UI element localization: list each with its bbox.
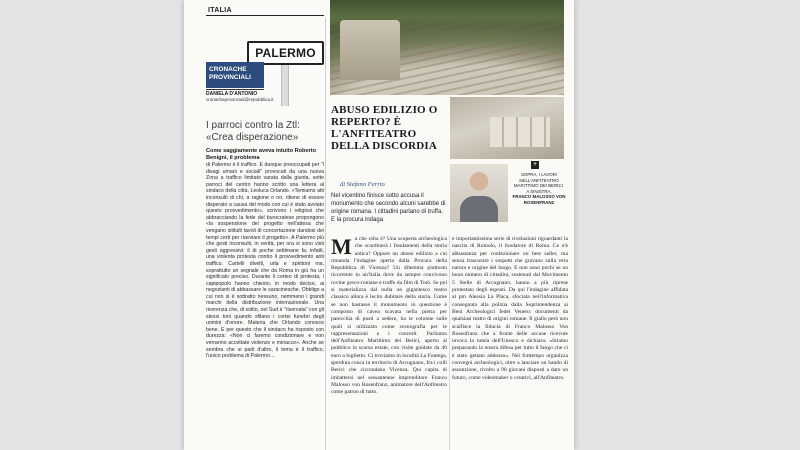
left-article-headline: I parroci contro la Ztl: «Crea disperazione» — [206, 120, 300, 143]
caption-name: FRANCO MALOSSO VON ROSENFRANZ — [512, 194, 566, 205]
main-article-text-2: e importantissima serie di rivelazioni riguardanti la nascita di Romolo, il fondatore di Roma. Ce n'è abbastanza per confezionare un best seller, ma senza trascurare i sospetti che gravano sulla vera natura e origine del luogo. E non sono pochi se un buon numero di cittadini, sostenuti dal Movimento 5 Stelle di Arcugnano, hanno a più riprese protestato degli esposti. Da qui l'indagine affidata al pm Alessia La Placa, sfociata nell'informativa consegnata alla polizia dalla Soprintendenza ai Beni Archeologici fedel Veneto: documenti da qualsiasi teatro di origini romane. Il giallo però non scalfisce la fiducia di Franco Malosso Von Rosenfranz che a fronte delle accuse ricevute invoca la tutela dell'Unesco e dichiara: «Stiamo preparando la nostra difesa per tutto il fango che ci è stato gettato addosso». Nel frattempo organizza convegni archeologici, oltre a lanciare un bando di assunzione, rivolto a 90 giovani disposti a dare un futuro, come videomaker o creativi, all'Anfiteatro. — [452, 236, 568, 381]
main-article-text-1: a che roba è? Una scoperta archeologica che scardinerà i fondamenti della storia antica? Oppure un abuso edilizio a cui rimanda l'indagine aperta dalla Procura della Repubblica di Vicenza? Un dilemma piuttosto ricorrente in un'Italia dove da sempre convivono rovine greco-romane e truffe da film di Totò. Se poi si materializza dal nulla un gigantesco teatro classico allora è lecito dubitare della storia. Come se non bastasse il monumento in questione è composto di cavea scavata nella pietra per parecchia di posti a sedere, ha le colonne sulle quali si utilizzato come scenografia per le rappresentazioni e i concerti. Parliamo dell'Anfiteatro Marittimo dei Berici, aperto al pubblico la scorsa estate, con visite guidate da 40 euro a biglietto. Ci troviamo in località La Fontega, sperduta conca in territorio di Arcugnano, fra i colli Berici che circondano Vicenza. Qui capita di imbattersi nel sessantenne imprenditore Franco Malosso von Rosenfranz, animatore dell'Anfiteatro come patron di tutto. — [331, 236, 447, 396]
drop-cap: M — [331, 236, 352, 259]
body-column-divider — [449, 236, 450, 450]
section-label: ITALIA — [208, 7, 232, 14]
column-divider — [325, 18, 326, 450]
portrait-torso — [460, 196, 498, 222]
amphitheatre-photo — [330, 0, 564, 95]
main-article-column-2 — [452, 236, 568, 450]
column-badge-line2: PROVINCIALI — [209, 74, 251, 81]
main-article-headline: ABUSO EDILIZIO O REPERTO? È L'ANFITEATRO DELLA DISCORDIA — [331, 104, 438, 152]
column-byline — [206, 89, 274, 103]
left-article-body: di Palermo è il traffico. E dunque preoccupati per "i disagi umani e sociali" provocati da una nuova Zona a traffico limitato varata dalla giunta, sette parroci del centro hanno scritto una lettera al sindaco della città, Leoluca Orlando. «Temiamo atti inconsulti di chi, a ragione o no, ritiene di essere disperato a causa del modo con cui è stato avviato questo provvedimento», scrivono i religiosi che abbracciando la fede del burocratese propongono «la sospensione del progetto nell'attesa che vengano istituiti tavoli di concertazione dandosi dei tempi certi per riavviare il progetto». A Palermo più che gesti inconsulti, in verità, per ora si sono visti gesti aggressivi: il di poche settimane fa, infatti, una violenta protesta contro il provvedimento anti traffico. Cartelli divelti, urla e spintoni ma, soprattutto un segnale che da Roma in giù ha un significato preciso. Durante il corteo di protesta, i capipopolo hanno chiesto, in modo deciso, ai negozianti di abbassare le saracinesche. Obbligo a cui non si è sottratto nessuno, nemmeno i grandi marchi della distribuzione internazionale. Una riverenza che, di solito, nel Sud è "riservata" con gli stessi toni quando sfilano i cortei funebri degli uomini d'onore. Materia che Orlando conosce bene. E per questo che il sindaco ha risposto con durezza: «Non ci faremo condizionare e non verranno accettate violenze e minacce». Anche se sembra che si parli d'altro, il tema è il traffico, l'unico problema di Palermo… — [206, 162, 324, 360]
left-article-standfirst: Come saggiamente aveva intuito Roberto Benigni, il problema — [206, 148, 317, 161]
photo-blocks — [490, 117, 550, 147]
column-badge — [206, 62, 264, 88]
magazine-page — [184, 0, 574, 450]
main-article-standfirst: Nel vicentino finisce sotto accusa il monumento che secondo alcuni sarebbe di origine romana. I cittadini parlano di truffa. E la procura indaga — [331, 193, 446, 223]
main-article-column-1 — [331, 236, 447, 450]
portrait-photo — [450, 164, 508, 222]
sign-post — [281, 62, 289, 106]
caption-text: SOPRA, I LAVORI NELL'ANFITEATRO MARITTIMO DEI BERICI. A SINISTRA, — [513, 172, 565, 194]
photo-ruin — [340, 20, 400, 80]
column-email: cronacheprovinciali@repubblica.it — [206, 97, 274, 102]
main-article-author: di Stefano Ferrio — [340, 181, 385, 188]
photo-caption — [512, 172, 566, 205]
column-badge-line1: CRONACHE — [209, 66, 247, 73]
header-rule — [206, 15, 324, 16]
street-sign: PALERMO — [247, 41, 324, 65]
stone-blocks-photo — [450, 97, 564, 159]
caption-plus-icon: + — [532, 161, 538, 168]
column-author: DANIELA D'ANTONIO — [206, 89, 264, 97]
